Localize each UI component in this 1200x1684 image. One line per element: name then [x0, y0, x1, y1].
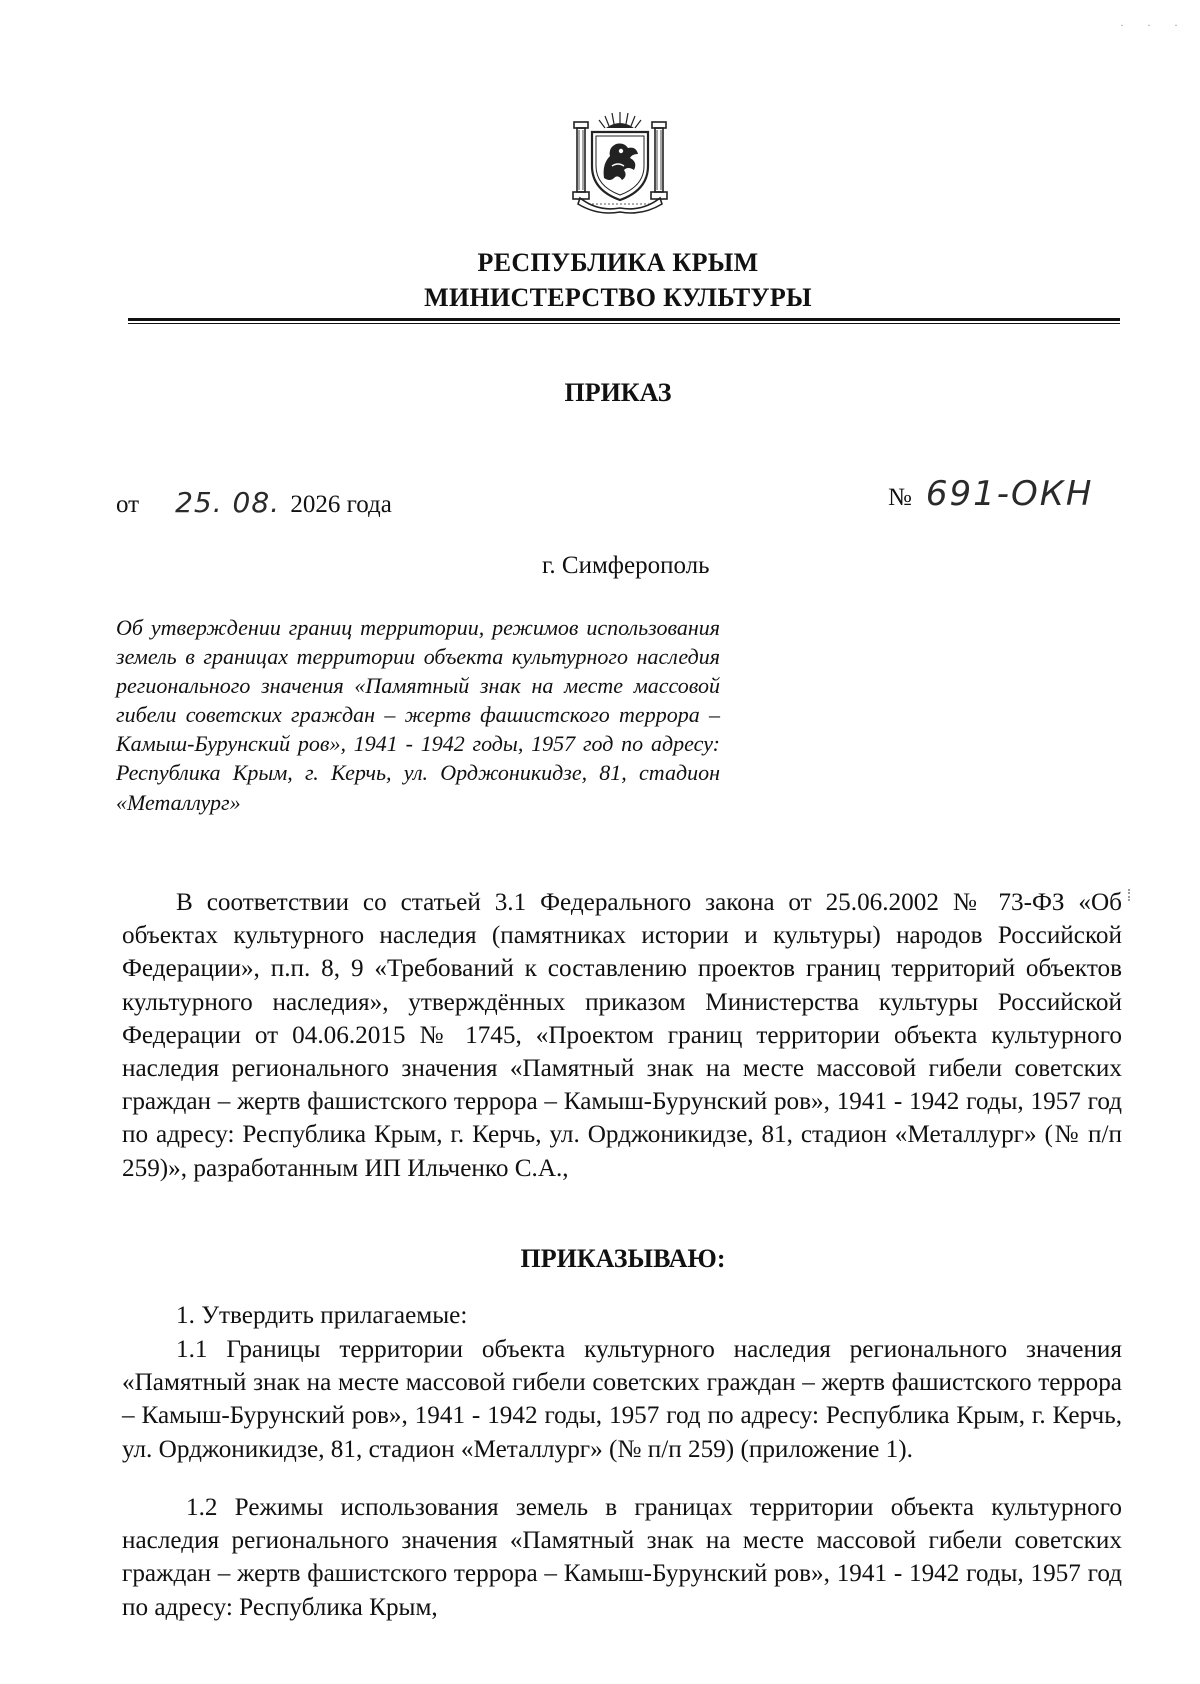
order-subject: Об утверждении границ территории, режимов использования земель в границах территории объекта культурного наследия регионального значения «Памятный знак на месте массовой гибели советских граждан – жертв фашистского террора – Камыш-Бурунский ров», 1941 - 1942 годы, 1957 год по адресу: Республика Крым, г. Керчь, ул. Орджоникидзе, 81, стадион «Металлург»	[116, 615, 720, 815]
header-divider-thin	[128, 323, 1120, 324]
date-handwritten: 25. 08.	[175, 486, 281, 519]
order-number	[888, 474, 1094, 514]
document-type-title: ПРИКАЗ	[564, 378, 672, 407]
header-divider	[128, 318, 1120, 321]
scan-margin-mark	[1128, 889, 1134, 901]
scan-artifact-dots: · · ·	[1120, 18, 1188, 32]
number-handwritten: 691-ОКН	[925, 474, 1094, 514]
order-item-1-1: 1.1 Границы территории объекта культурного наследия регионального значения «Памятный знак на месте массовой гибели советских граждан – жертв фашистского террора – Камыш-Бурунский ров», 1941 - 1942 годы, 1957 год по адресу: Республика Крым, г. Керчь, ул. Орджоникидзе, 81, стадион «Металлург» (№ п/п 259) (приложение 1).	[122, 1336, 1122, 1463]
order-item-1: 1. Утвердить прилагаемые:	[176, 1302, 468, 1329]
order-date	[116, 486, 392, 519]
date-prefix: от	[116, 491, 140, 518]
issue-city: г. Симферополь	[542, 552, 710, 579]
order-item-1-2: 1.2 Режимы использования земель в границах территории объекта культурного наследия регионального значения «Памятный знак на месте массовой гибели советских граждан – жертв фашистского террора – Камыш-Бурунский ров», 1941 - 1942 годы, 1957 год по адресу: Республика Крым,	[122, 1494, 1122, 1621]
org-name-republic: РЕСПУБЛИКА КРЫМ	[477, 248, 759, 277]
org-name-ministry: МИНИСТЕРСТВО КУЛЬТУРЫ	[424, 283, 812, 312]
crimea-coat-of-arms-icon	[568, 108, 672, 216]
preamble-paragraph: В соответствии со статьей 3.1 Федерального закона от 25.06.2002 № 73-ФЗ «Об объектах культурного наследия (памятниках истории и культуры) народов Российской Федерации», п.п. 8, 9 «Требований к составлению проектов границ территорий объектов культурного наследия», утверждённых приказом Министерства культуры Российской Федерации от 04.06.2015 № 1745, «Проектом границ территории объекта культурного наследия регионального значения «Памятный знак на месте массовой гибели советских граждан – жертв фашистского террора – Камыш-Бурунский ров», 1941 - 1942 годы, 1957 год по адресу: Республика Крым, г. Керчь, ул. Орджоникидзе, 81, стадион «Металлург» (№ п/п 259)», разработанным ИП Ильченко С.А.,	[122, 889, 1122, 1182]
date-suffix: 2026 года	[290, 491, 392, 518]
order-directive-heading: ПРИКАЗЫВАЮ:	[520, 1244, 726, 1273]
number-prefix: №	[888, 484, 912, 511]
